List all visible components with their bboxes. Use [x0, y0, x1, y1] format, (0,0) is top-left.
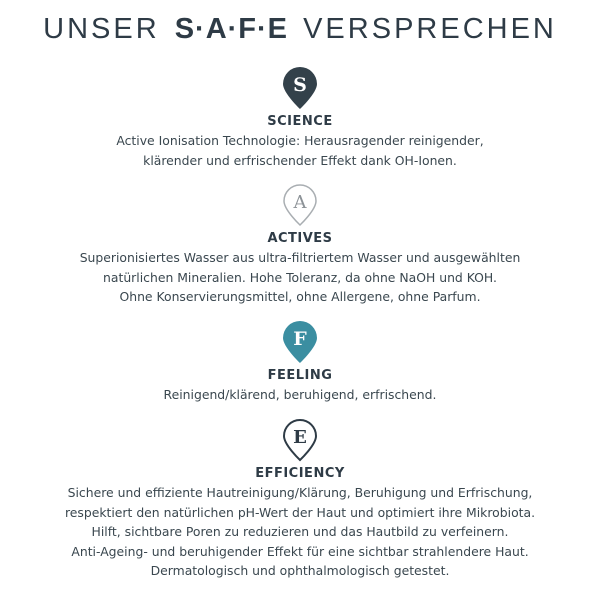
section-feeling	[0, 319, 600, 405]
page-title	[0, 13, 600, 53]
pin-letter: A	[293, 192, 307, 213]
section-text	[0, 248, 600, 307]
section-line: klärender und erfrischender Effekt dank OH-Ionen.	[143, 152, 457, 168]
pin-letter: E	[293, 427, 307, 448]
e-pin-icon	[280, 417, 320, 463]
section-line: Anti-Ageing- und beruhigender Effekt für eine sichtbar strahlendere Haut.	[71, 543, 529, 559]
pin-letter: F	[293, 328, 307, 350]
section-text	[0, 385, 600, 405]
section-actives	[0, 182, 600, 307]
section-title: SCIENCE	[267, 114, 333, 129]
section-title: FEELING	[267, 368, 333, 383]
s-pin-icon	[280, 65, 320, 111]
section-line: Sichere und effiziente Hautreinigung/Klärung, Beruhigung und Erfrischung,	[67, 485, 533, 500]
section-line: Active Ionisation Technologie: Herausragender reinigender,	[116, 133, 484, 148]
pin-letter: S	[293, 74, 307, 96]
a-pin-icon	[280, 182, 320, 228]
section-title: ACTIVES	[267, 231, 333, 246]
section-line: Dermatologisch und ophthalmologisch getestet.	[150, 563, 450, 578]
section-title: EFFICIENCY	[255, 466, 345, 481]
f-pin-icon	[280, 319, 320, 365]
section-science	[0, 65, 600, 170]
section-text	[0, 131, 600, 170]
section-line: respektiert den natürlichen pH-Wert der Haut und optimiert ihre Mikrobiota.	[64, 504, 536, 520]
title-brand: S·A·F·E	[174, 13, 289, 45]
section-line: Hilft, sichtbare Poren zu reduzieren und das Hautbild zu verfeinern.	[91, 524, 509, 539]
title-prefix: UNSER	[43, 13, 160, 45]
title-suffix: VERSPRECHEN	[303, 13, 557, 45]
section-text	[0, 483, 600, 581]
section-line: Superionisiertes Wasser aus ultra-filtriertem Wasser und ausgewählten	[79, 250, 521, 265]
section-line: natürlichen Mineralien. Hohe Toleranz, da ohne NaOH und KOH.	[103, 269, 497, 285]
section-line: Reinigend/klärend, beruhigend, erfrischend.	[163, 387, 437, 402]
section-line: Ohne Konservierungsmittel, ohne Allergene, ohne Parfum.	[119, 289, 481, 304]
section-efficiency	[0, 417, 600, 581]
